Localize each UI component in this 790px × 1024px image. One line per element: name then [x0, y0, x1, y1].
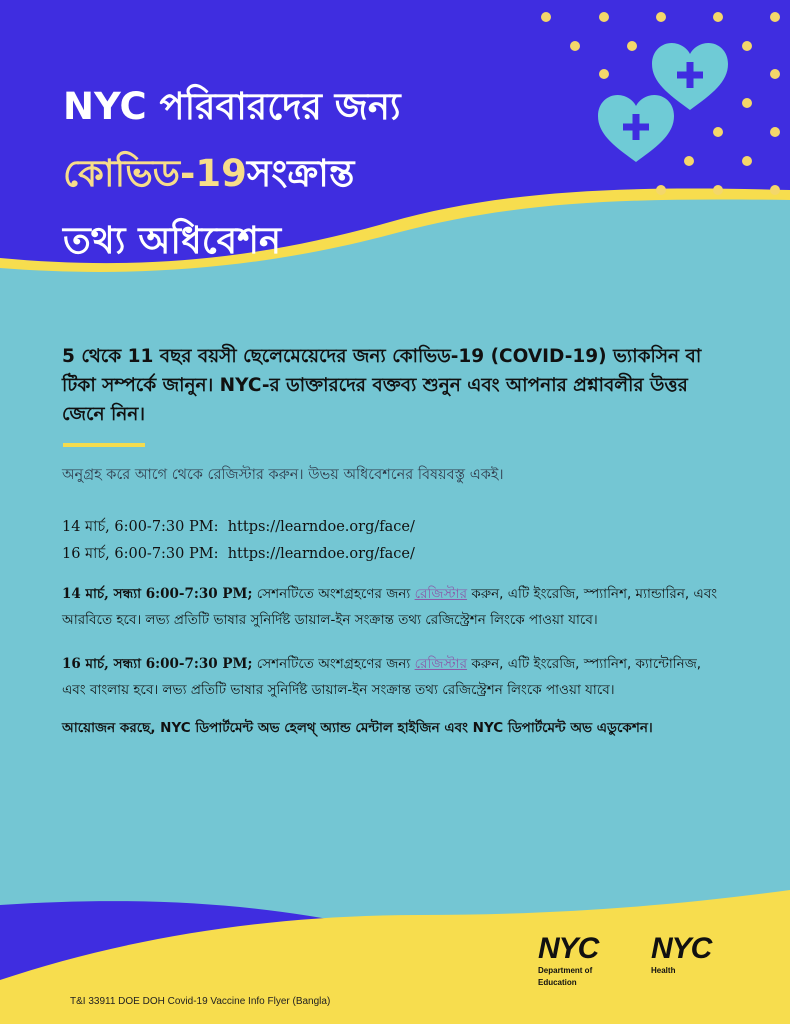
schedule-item — [62, 516, 415, 540]
title-accent: কোভিড-19 — [63, 152, 247, 195]
nyc-health-logo — [651, 934, 731, 976]
schedule-url[interactable]: https://learndoe.org/face/ — [227, 546, 415, 562]
footer-code: T&I 33911 DOE DOH Covid-19 Vaccine Info Flyer (Bangla) — [70, 996, 331, 1007]
intro-text: 5 থেকে 11 বছর বয়সী ছেলেমেয়েদের জন্য কোভিড-19 (COVID-19) ভ্যাকসিন বা টিকা সম্পর্কে জানুন। NYC-র ডাক্তারদের বক্তব্য শুনুন এবং আপনার প্রশ্নাবলীর উত্তর জেনে নিন। — [62, 346, 702, 425]
schedule-date: 16 মার্চ, 6:00-7:30 PM: — [62, 546, 219, 562]
title-line-2-rest: সংক্রান্ত — [246, 152, 355, 195]
logo-subtitle: Health — [651, 966, 676, 975]
logo-mark: NYC — [538, 932, 599, 965]
schedule-item — [62, 543, 415, 567]
logo-subtitle: Education — [538, 978, 577, 987]
session-paragraph — [62, 581, 722, 633]
title-line-1: NYC পরিবারদের জন্য — [63, 85, 401, 128]
schedule-url[interactable]: https://learndoe.org/face/ — [227, 519, 415, 535]
divider — [63, 443, 145, 447]
schedule-date: 14 মার্চ, 6:00-7:30 PM: — [62, 519, 219, 535]
title-line-3: তথ্য অধিবেশন — [63, 219, 282, 262]
logo-mark: NYC — [651, 932, 712, 965]
register-link[interactable]: রেজিস্টার — [414, 656, 468, 672]
registration-note: অনুগ্রহ করে আগে থেকে রেজিস্টার করুন। উভয় অধিবেশনের বিষয়বস্তু একই। — [62, 467, 504, 483]
session-text: সেশনটিতে অংশগ্রহণের জন্য — [252, 586, 415, 602]
session-paragraph — [62, 651, 722, 703]
session-text: করুন, এটি ইংরেজি, স্প্যানিশ, ম্যান্ডারিন, এবং আরবিতে হবে। লভ্য প্রতিটি ভাষার সুনির্দিষ্ট ডায়াল-ইন সংক্রান্ত তথ্য রেজিস্ট্রেশন লিংকে পাওয়া যাবে। — [62, 586, 718, 628]
register-link[interactable]: রেজিস্টার — [414, 586, 468, 602]
organizer-text: আয়োজন করছে, NYC ডিপার্টমেন্ট অভ হেলথ্ অ্যান্ড মেন্টাল হাইজিন এবং NYC ডিপার্টমেন্ট অভ এডুকেশন। — [62, 720, 653, 736]
session-lead: 14 মার্চ, সন্ধ্যা 6:00-7:30 PM; — [62, 586, 253, 602]
logo-subtitle: Department of — [538, 966, 593, 975]
session-text: সেশনটিতে অংশগ্রহণের জন্য — [252, 656, 415, 672]
session-lead: 16 মার্চ, সন্ধ্যা 6:00-7:30 PM; — [62, 656, 253, 672]
nyc-doe-logo — [538, 934, 618, 988]
title-line-2 — [63, 152, 355, 195]
session-text: করুন, এটি ইংরেজি, স্প্যানিশ, ক্যান্টোনিজ, এবং বাংলায় হবে। লভ্য প্রতিটি ভাষার সুনির্দিষ্ট ডায়াল-ইন সংক্রান্ত তথ্য রেজিস্ট্রেশন লিংকে পাওয়া যাবে। — [62, 656, 702, 698]
